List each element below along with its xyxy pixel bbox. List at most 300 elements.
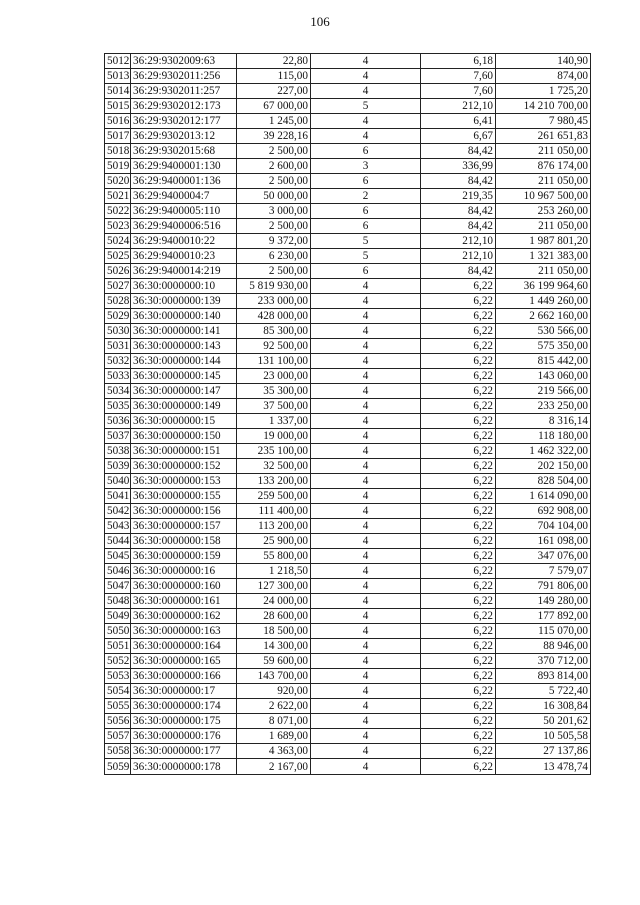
value-cell: 874,00 xyxy=(496,69,591,84)
value-cell: 161 098,00 xyxy=(496,534,591,549)
row-number-cell: 5032 xyxy=(105,354,131,369)
table-row xyxy=(105,384,591,399)
row-number-cell: 5024 xyxy=(105,234,131,249)
area-cell: 2 167,00 xyxy=(237,759,311,775)
rate-cell: 7,60 xyxy=(421,69,496,84)
cadastral-number-cell: 36:29:9400014:219 xyxy=(131,264,237,279)
row-number-cell: 5031 xyxy=(105,339,131,354)
rate-cell: 6,22 xyxy=(421,354,496,369)
rate-cell: 219,35 xyxy=(421,189,496,204)
table-row xyxy=(105,609,591,624)
cadastral-number-cell: 36:29:9400001:130 xyxy=(131,159,237,174)
row-number-cell: 5036 xyxy=(105,414,131,429)
rate-cell: 6,22 xyxy=(421,654,496,669)
table-row xyxy=(105,564,591,579)
cadastral-number-cell: 36:30:0000000:162 xyxy=(131,609,237,624)
value-cell: 1 462 322,00 xyxy=(496,444,591,459)
table-row xyxy=(105,594,591,609)
group-cell: 4 xyxy=(311,399,421,414)
row-number-cell: 5023 xyxy=(105,219,131,234)
area-cell: 233 000,00 xyxy=(237,294,311,309)
area-cell: 1 337,00 xyxy=(237,414,311,429)
cadastral-table xyxy=(104,53,591,775)
group-cell: 4 xyxy=(311,549,421,564)
value-cell: 27 137,86 xyxy=(496,744,591,759)
area-cell: 24 000,00 xyxy=(237,594,311,609)
rate-cell: 6,22 xyxy=(421,294,496,309)
row-number-cell: 5056 xyxy=(105,714,131,729)
row-number-cell: 5049 xyxy=(105,609,131,624)
row-number-cell: 5035 xyxy=(105,399,131,414)
cadastral-number-cell: 36:29:9400005:110 xyxy=(131,204,237,219)
area-cell: 22,80 xyxy=(237,54,311,69)
value-cell: 219 566,00 xyxy=(496,384,591,399)
rate-cell: 84,42 xyxy=(421,174,496,189)
value-cell: 50 201,62 xyxy=(496,714,591,729)
row-number-cell: 5030 xyxy=(105,324,131,339)
group-cell: 4 xyxy=(311,324,421,339)
area-cell: 131 100,00 xyxy=(237,354,311,369)
row-number-cell: 5038 xyxy=(105,444,131,459)
value-cell: 828 504,00 xyxy=(496,474,591,489)
rate-cell: 6,22 xyxy=(421,534,496,549)
group-cell: 6 xyxy=(311,219,421,234)
cadastral-number-cell: 36:30:0000000:160 xyxy=(131,579,237,594)
rate-cell: 6,22 xyxy=(421,444,496,459)
value-cell: 118 180,00 xyxy=(496,429,591,444)
table-row xyxy=(105,624,591,639)
row-number-cell: 5045 xyxy=(105,549,131,564)
cadastral-number-cell: 36:29:9302012:173 xyxy=(131,99,237,114)
rate-cell: 6,22 xyxy=(421,744,496,759)
value-cell: 211 050,00 xyxy=(496,144,591,159)
rate-cell: 212,10 xyxy=(421,249,496,264)
rate-cell: 6,22 xyxy=(421,579,496,594)
cadastral-number-cell: 36:29:9302011:257 xyxy=(131,84,237,99)
value-cell: 211 050,00 xyxy=(496,174,591,189)
cadastral-number-cell: 36:30:0000000:17 xyxy=(131,684,237,699)
area-cell: 1 218,50 xyxy=(237,564,311,579)
table-row xyxy=(105,159,591,174)
row-number-cell: 5013 xyxy=(105,69,131,84)
rate-cell: 7,60 xyxy=(421,84,496,99)
table-row xyxy=(105,309,591,324)
group-cell: 6 xyxy=(311,204,421,219)
row-number-cell: 5059 xyxy=(105,759,131,775)
table-row xyxy=(105,714,591,729)
rate-cell: 6,22 xyxy=(421,684,496,699)
area-cell: 143 700,00 xyxy=(237,669,311,684)
group-cell: 4 xyxy=(311,744,421,759)
area-cell: 85 300,00 xyxy=(237,324,311,339)
area-cell: 18 500,00 xyxy=(237,624,311,639)
value-cell: 575 350,00 xyxy=(496,339,591,354)
area-cell: 115,00 xyxy=(237,69,311,84)
group-cell: 4 xyxy=(311,84,421,99)
area-cell: 133 200,00 xyxy=(237,474,311,489)
cadastral-number-cell: 36:30:0000000:159 xyxy=(131,549,237,564)
group-cell: 3 xyxy=(311,159,421,174)
rate-cell: 212,10 xyxy=(421,99,496,114)
row-number-cell: 5015 xyxy=(105,99,131,114)
table-row xyxy=(105,84,591,99)
cadastral-number-cell: 36:30:0000000:164 xyxy=(131,639,237,654)
area-cell: 92 500,00 xyxy=(237,339,311,354)
area-cell: 2 500,00 xyxy=(237,219,311,234)
area-cell: 6 230,00 xyxy=(237,249,311,264)
cadastral-number-cell: 36:30:0000000:152 xyxy=(131,459,237,474)
value-cell: 10 967 500,00 xyxy=(496,189,591,204)
table-row xyxy=(105,399,591,414)
group-cell: 4 xyxy=(311,459,421,474)
row-number-cell: 5019 xyxy=(105,159,131,174)
area-cell: 39 228,16 xyxy=(237,129,311,144)
rate-cell: 6,67 xyxy=(421,129,496,144)
area-cell: 55 800,00 xyxy=(237,549,311,564)
row-number-cell: 5039 xyxy=(105,459,131,474)
area-cell: 113 200,00 xyxy=(237,519,311,534)
area-cell: 4 363,00 xyxy=(237,744,311,759)
area-cell: 67 000,00 xyxy=(237,99,311,114)
group-cell: 4 xyxy=(311,339,421,354)
table-row xyxy=(105,279,591,294)
cadastral-number-cell: 36:30:0000000:157 xyxy=(131,519,237,534)
rate-cell: 6,41 xyxy=(421,114,496,129)
cadastral-number-cell: 36:30:0000000:141 xyxy=(131,324,237,339)
value-cell: 143 060,00 xyxy=(496,369,591,384)
table-row xyxy=(105,654,591,669)
cadastral-number-cell: 36:30:0000000:155 xyxy=(131,489,237,504)
rate-cell: 6,22 xyxy=(421,609,496,624)
value-cell: 115 070,00 xyxy=(496,624,591,639)
group-cell: 4 xyxy=(311,279,421,294)
table-row xyxy=(105,54,591,69)
table-row xyxy=(105,444,591,459)
group-cell: 6 xyxy=(311,174,421,189)
table-row xyxy=(105,684,591,699)
rate-cell: 212,10 xyxy=(421,234,496,249)
value-cell: 8 316,14 xyxy=(496,414,591,429)
value-cell: 16 308,84 xyxy=(496,699,591,714)
table-row xyxy=(105,234,591,249)
group-cell: 2 xyxy=(311,189,421,204)
rate-cell: 6,22 xyxy=(421,414,496,429)
group-cell: 4 xyxy=(311,429,421,444)
group-cell: 4 xyxy=(311,699,421,714)
value-cell: 1 725,20 xyxy=(496,84,591,99)
row-number-cell: 5014 xyxy=(105,84,131,99)
cadastral-number-cell: 36:29:9302013:12 xyxy=(131,129,237,144)
table-row xyxy=(105,549,591,564)
area-cell: 37 500,00 xyxy=(237,399,311,414)
area-cell: 1 245,00 xyxy=(237,114,311,129)
area-cell: 28 600,00 xyxy=(237,609,311,624)
row-number-cell: 5057 xyxy=(105,729,131,744)
rate-cell: 6,22 xyxy=(421,399,496,414)
row-number-cell: 5017 xyxy=(105,129,131,144)
cadastral-number-cell: 36:30:0000000:149 xyxy=(131,399,237,414)
group-cell: 4 xyxy=(311,519,421,534)
area-cell: 259 500,00 xyxy=(237,489,311,504)
area-cell: 19 000,00 xyxy=(237,429,311,444)
row-number-cell: 5034 xyxy=(105,384,131,399)
row-number-cell: 5029 xyxy=(105,309,131,324)
table-row xyxy=(105,129,591,144)
value-cell: 1 614 090,00 xyxy=(496,489,591,504)
rate-cell: 6,22 xyxy=(421,279,496,294)
cadastral-number-cell: 36:30:0000000:144 xyxy=(131,354,237,369)
group-cell: 4 xyxy=(311,714,421,729)
rate-cell: 6,22 xyxy=(421,519,496,534)
table-row xyxy=(105,489,591,504)
rate-cell: 6,22 xyxy=(421,489,496,504)
cadastral-number-cell: 36:30:0000000:163 xyxy=(131,624,237,639)
group-cell: 4 xyxy=(311,354,421,369)
group-cell: 4 xyxy=(311,294,421,309)
table-row xyxy=(105,339,591,354)
table-row xyxy=(105,324,591,339)
row-number-cell: 5053 xyxy=(105,669,131,684)
rate-cell: 84,42 xyxy=(421,204,496,219)
row-number-cell: 5026 xyxy=(105,264,131,279)
cadastral-number-cell: 36:29:9400010:23 xyxy=(131,249,237,264)
value-cell: 211 050,00 xyxy=(496,219,591,234)
group-cell: 4 xyxy=(311,309,421,324)
table-row xyxy=(105,99,591,114)
value-cell: 791 806,00 xyxy=(496,579,591,594)
value-cell: 13 478,74 xyxy=(496,759,591,775)
area-cell: 2 622,00 xyxy=(237,699,311,714)
row-number-cell: 5041 xyxy=(105,489,131,504)
table-row xyxy=(105,744,591,759)
area-cell: 50 000,00 xyxy=(237,189,311,204)
row-number-cell: 5033 xyxy=(105,369,131,384)
area-cell: 32 500,00 xyxy=(237,459,311,474)
area-cell: 2 500,00 xyxy=(237,144,311,159)
group-cell: 6 xyxy=(311,264,421,279)
value-cell: 211 050,00 xyxy=(496,264,591,279)
cadastral-number-cell: 36:30:0000000:10 xyxy=(131,279,237,294)
value-cell: 704 104,00 xyxy=(496,519,591,534)
table-row xyxy=(105,354,591,369)
table-row xyxy=(105,264,591,279)
rate-cell: 6,22 xyxy=(421,504,496,519)
value-cell: 692 908,00 xyxy=(496,504,591,519)
row-number-cell: 5058 xyxy=(105,744,131,759)
group-cell: 4 xyxy=(311,624,421,639)
table-row xyxy=(105,669,591,684)
table-row xyxy=(105,519,591,534)
cadastral-number-cell: 36:30:0000000:143 xyxy=(131,339,237,354)
row-number-cell: 5025 xyxy=(105,249,131,264)
area-cell: 5 819 930,00 xyxy=(237,279,311,294)
row-number-cell: 5037 xyxy=(105,429,131,444)
area-cell: 23 000,00 xyxy=(237,369,311,384)
rate-cell: 6,22 xyxy=(421,369,496,384)
area-cell: 35 300,00 xyxy=(237,384,311,399)
value-cell: 7 579,07 xyxy=(496,564,591,579)
group-cell: 6 xyxy=(311,144,421,159)
row-number-cell: 5040 xyxy=(105,474,131,489)
rate-cell: 6,22 xyxy=(421,459,496,474)
row-number-cell: 5018 xyxy=(105,144,131,159)
value-cell: 1 449 260,00 xyxy=(496,294,591,309)
table-row xyxy=(105,579,591,594)
row-number-cell: 5054 xyxy=(105,684,131,699)
rate-cell: 6,22 xyxy=(421,549,496,564)
area-cell: 2 500,00 xyxy=(237,264,311,279)
area-cell: 9 372,00 xyxy=(237,234,311,249)
table-row xyxy=(105,219,591,234)
table-row xyxy=(105,294,591,309)
rate-cell: 336,99 xyxy=(421,159,496,174)
area-cell: 2 500,00 xyxy=(237,174,311,189)
group-cell: 4 xyxy=(311,69,421,84)
group-cell: 4 xyxy=(311,54,421,69)
group-cell: 4 xyxy=(311,594,421,609)
row-number-cell: 5046 xyxy=(105,564,131,579)
cadastral-number-cell: 36:29:9400010:22 xyxy=(131,234,237,249)
row-number-cell: 5020 xyxy=(105,174,131,189)
cadastral-number-cell: 36:29:9302009:63 xyxy=(131,54,237,69)
cadastral-number-cell: 36:30:0000000:150 xyxy=(131,429,237,444)
group-cell: 4 xyxy=(311,114,421,129)
value-cell: 149 280,00 xyxy=(496,594,591,609)
group-cell: 4 xyxy=(311,669,421,684)
row-number-cell: 5012 xyxy=(105,54,131,69)
table-row xyxy=(105,114,591,129)
area-cell: 14 300,00 xyxy=(237,639,311,654)
area-cell: 8 071,00 xyxy=(237,714,311,729)
row-number-cell: 5027 xyxy=(105,279,131,294)
table-row xyxy=(105,429,591,444)
cadastral-number-cell: 36:29:9400004:7 xyxy=(131,189,237,204)
value-cell: 140,90 xyxy=(496,54,591,69)
row-number-cell: 5047 xyxy=(105,579,131,594)
rate-cell: 6,22 xyxy=(421,714,496,729)
group-cell: 4 xyxy=(311,504,421,519)
rate-cell: 84,42 xyxy=(421,264,496,279)
cadastral-number-cell: 36:30:0000000:140 xyxy=(131,309,237,324)
rate-cell: 6,22 xyxy=(421,639,496,654)
rate-cell: 6,18 xyxy=(421,54,496,69)
row-number-cell: 5051 xyxy=(105,639,131,654)
rate-cell: 6,22 xyxy=(421,564,496,579)
value-cell: 370 712,00 xyxy=(496,654,591,669)
cadastral-number-cell: 36:30:0000000:165 xyxy=(131,654,237,669)
row-number-cell: 5028 xyxy=(105,294,131,309)
value-cell: 1 987 801,20 xyxy=(496,234,591,249)
rate-cell: 6,22 xyxy=(421,669,496,684)
group-cell: 4 xyxy=(311,534,421,549)
group-cell: 4 xyxy=(311,729,421,744)
cadastral-number-cell: 36:30:0000000:15 xyxy=(131,414,237,429)
area-cell: 235 100,00 xyxy=(237,444,311,459)
table-row xyxy=(105,474,591,489)
value-cell: 177 892,00 xyxy=(496,609,591,624)
group-cell: 4 xyxy=(311,609,421,624)
row-number-cell: 5050 xyxy=(105,624,131,639)
value-cell: 7 980,45 xyxy=(496,114,591,129)
value-cell: 202 150,00 xyxy=(496,459,591,474)
value-cell: 36 199 964,60 xyxy=(496,279,591,294)
rate-cell: 6,22 xyxy=(421,324,496,339)
table-row xyxy=(105,504,591,519)
row-number-cell: 5043 xyxy=(105,519,131,534)
area-cell: 428 000,00 xyxy=(237,309,311,324)
cadastral-number-cell: 36:30:0000000:153 xyxy=(131,474,237,489)
group-cell: 4 xyxy=(311,369,421,384)
rate-cell: 6,22 xyxy=(421,429,496,444)
value-cell: 530 566,00 xyxy=(496,324,591,339)
area-cell: 59 600,00 xyxy=(237,654,311,669)
group-cell: 4 xyxy=(311,759,421,775)
cadastral-number-cell: 36:30:0000000:158 xyxy=(131,534,237,549)
group-cell: 4 xyxy=(311,654,421,669)
cadastral-number-cell: 36:29:9400006:516 xyxy=(131,219,237,234)
area-cell: 3 000,00 xyxy=(237,204,311,219)
table-row xyxy=(105,204,591,219)
rate-cell: 6,22 xyxy=(421,729,496,744)
row-number-cell: 5044 xyxy=(105,534,131,549)
cadastral-number-cell: 36:29:9302012:177 xyxy=(131,114,237,129)
rate-cell: 6,22 xyxy=(421,474,496,489)
cadastral-number-cell: 36:30:0000000:166 xyxy=(131,669,237,684)
cadastral-number-cell: 36:30:0000000:176 xyxy=(131,729,237,744)
row-number-cell: 5052 xyxy=(105,654,131,669)
row-number-cell: 5016 xyxy=(105,114,131,129)
value-cell: 5 722,40 xyxy=(496,684,591,699)
cadastral-number-cell: 36:29:9400001:136 xyxy=(131,174,237,189)
table-row xyxy=(105,414,591,429)
row-number-cell: 5022 xyxy=(105,204,131,219)
row-number-cell: 5021 xyxy=(105,189,131,204)
cadastral-number-cell: 36:30:0000000:156 xyxy=(131,504,237,519)
rate-cell: 6,22 xyxy=(421,309,496,324)
group-cell: 4 xyxy=(311,414,421,429)
rate-cell: 84,42 xyxy=(421,144,496,159)
table-row xyxy=(105,189,591,204)
group-cell: 4 xyxy=(311,384,421,399)
cadastral-number-cell: 36:30:0000000:145 xyxy=(131,369,237,384)
group-cell: 4 xyxy=(311,474,421,489)
area-cell: 227,00 xyxy=(237,84,311,99)
rate-cell: 6,22 xyxy=(421,339,496,354)
cadastral-number-cell: 36:30:0000000:161 xyxy=(131,594,237,609)
cadastral-number-cell: 36:30:0000000:177 xyxy=(131,744,237,759)
cadastral-number-cell: 36:30:0000000:174 xyxy=(131,699,237,714)
rate-cell: 6,22 xyxy=(421,759,496,775)
cadastral-number-cell: 36:30:0000000:175 xyxy=(131,714,237,729)
rate-cell: 84,42 xyxy=(421,219,496,234)
table-row xyxy=(105,174,591,189)
row-number-cell: 5048 xyxy=(105,594,131,609)
value-cell: 253 260,00 xyxy=(496,204,591,219)
group-cell: 4 xyxy=(311,579,421,594)
table-row xyxy=(105,369,591,384)
value-cell: 88 946,00 xyxy=(496,639,591,654)
table-row xyxy=(105,249,591,264)
group-cell: 4 xyxy=(311,564,421,579)
rate-cell: 6,22 xyxy=(421,699,496,714)
area-cell: 127 300,00 xyxy=(237,579,311,594)
value-cell: 14 210 700,00 xyxy=(496,99,591,114)
table-row xyxy=(105,639,591,654)
group-cell: 4 xyxy=(311,684,421,699)
table-row xyxy=(105,729,591,744)
cadastral-number-cell: 36:30:0000000:151 xyxy=(131,444,237,459)
cadastral-number-cell: 36:30:0000000:139 xyxy=(131,294,237,309)
